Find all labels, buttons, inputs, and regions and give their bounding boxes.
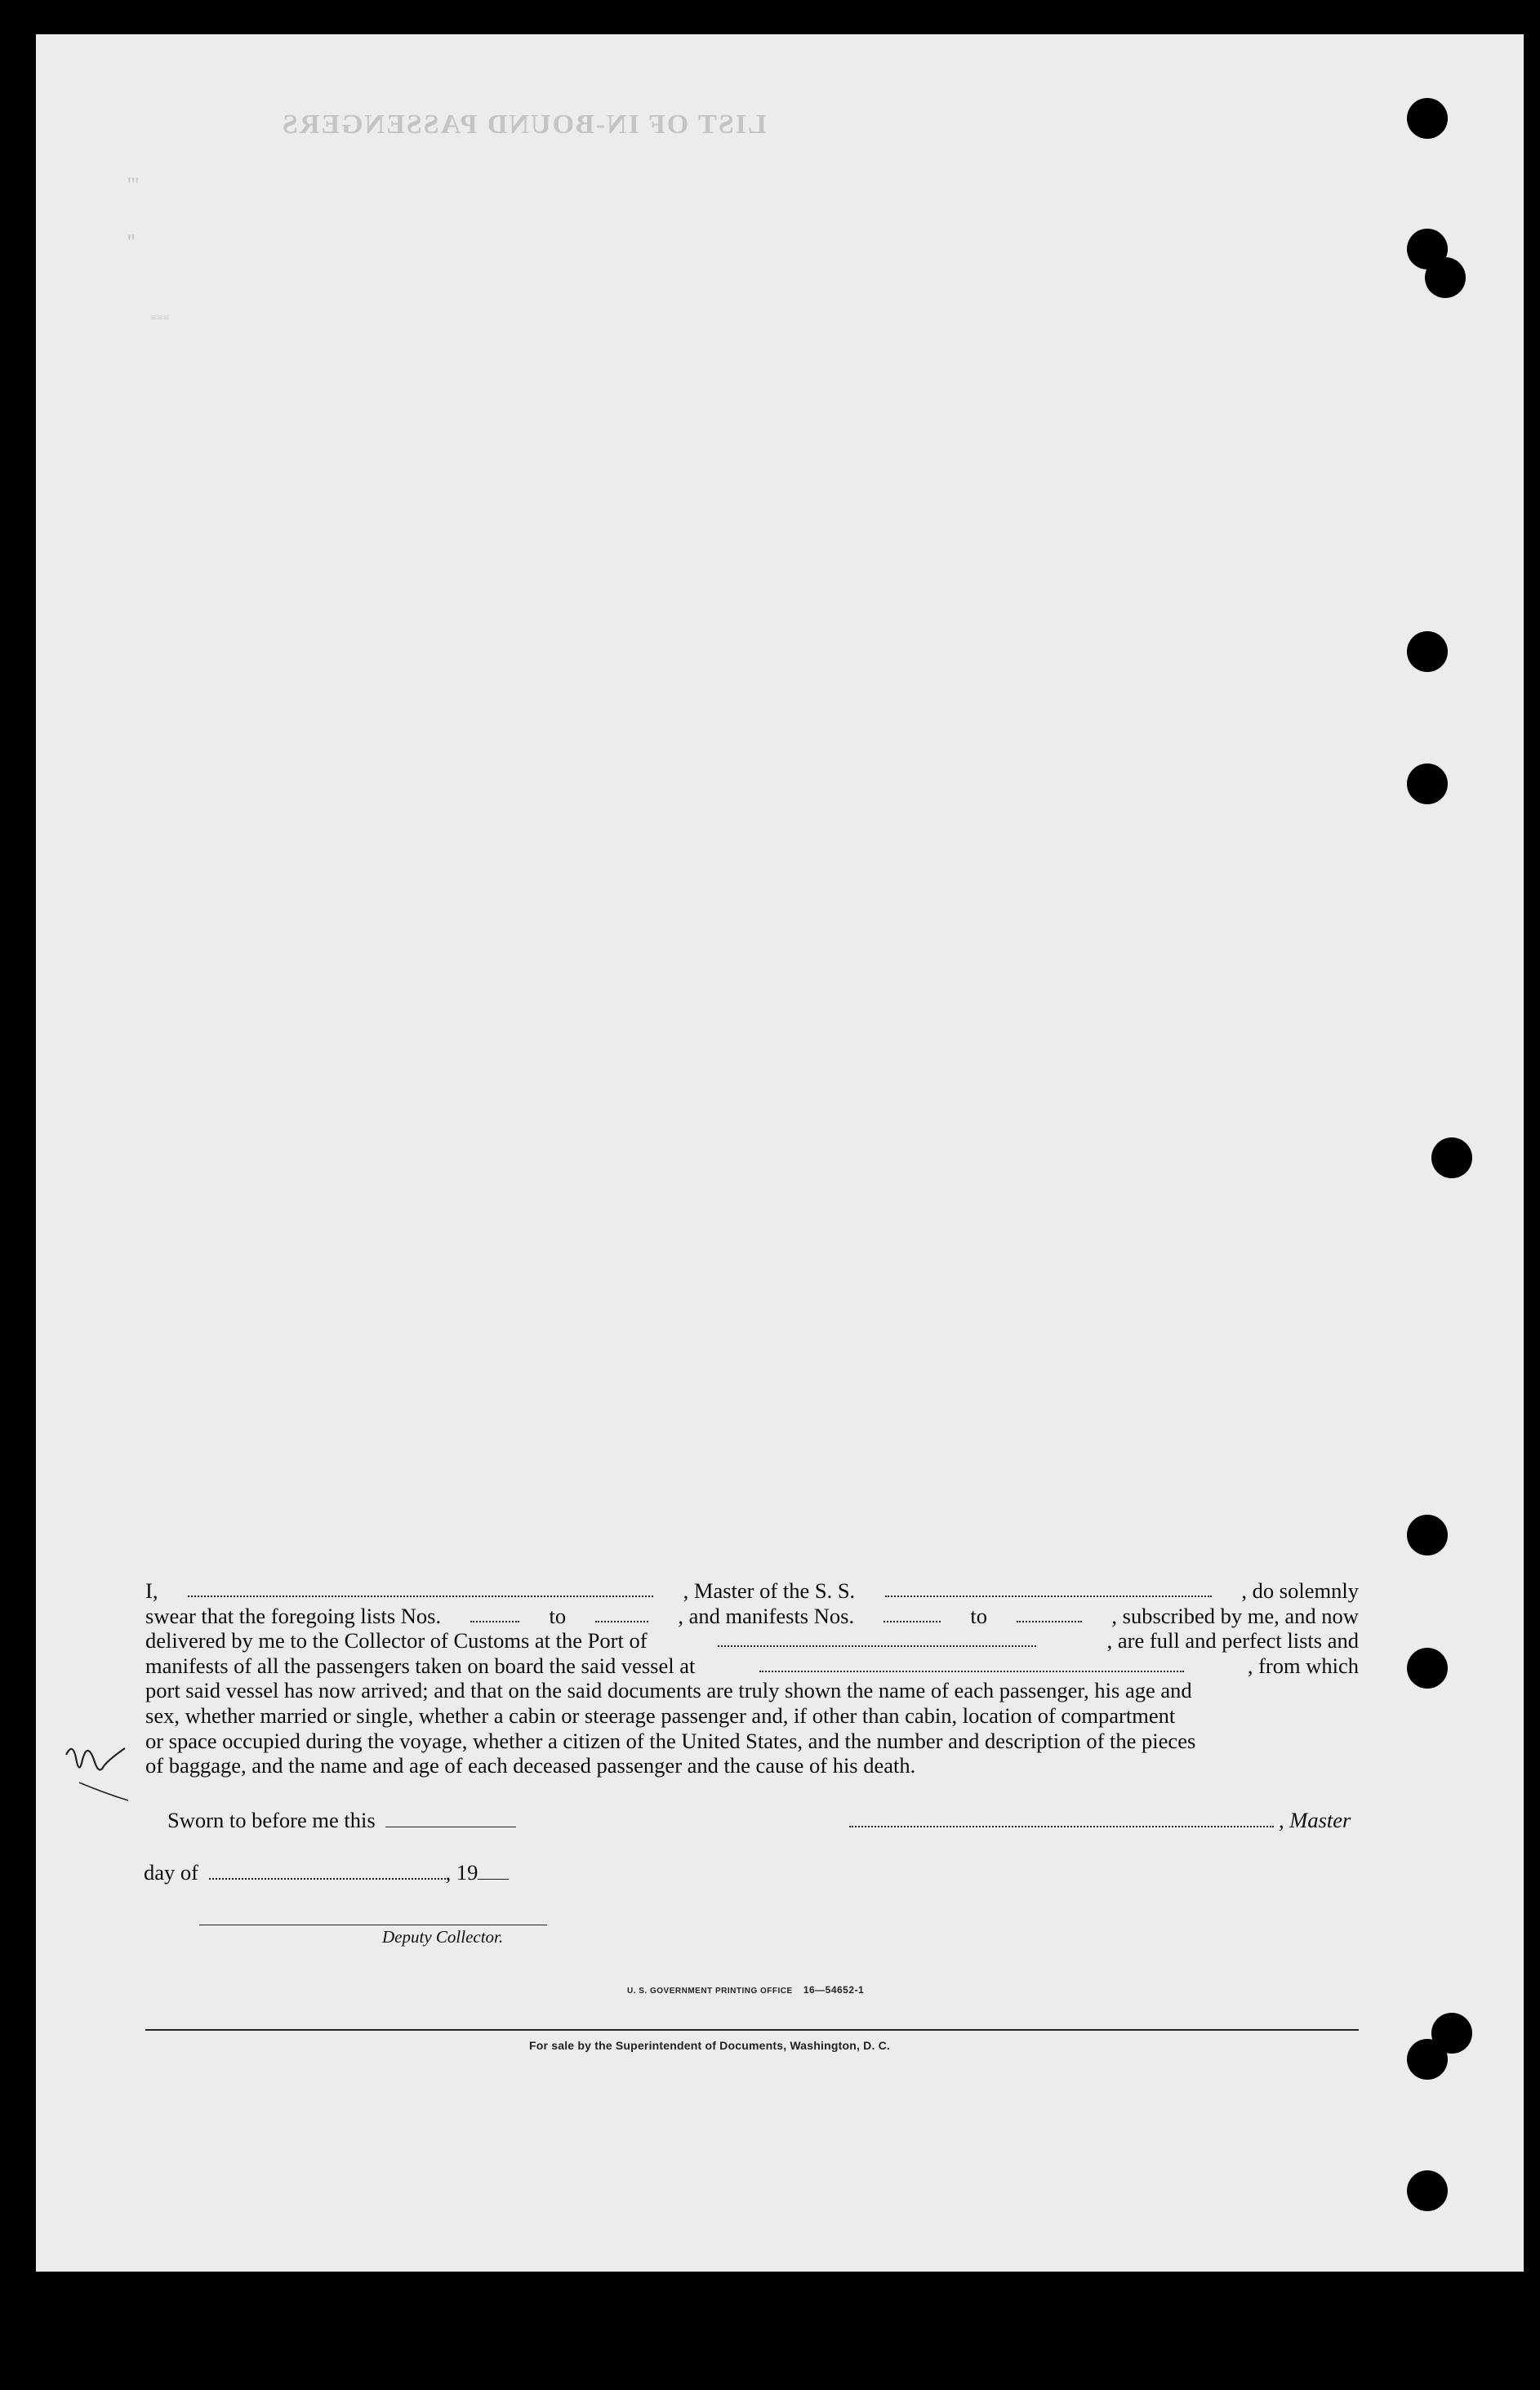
punch-hole	[1431, 1137, 1472, 1178]
manifest-to-blank	[1017, 1604, 1082, 1622]
oath-line: sex, whether married or single, whether a cabin or steerage passenger and, if other than cabin, location of compartment	[145, 1702, 1176, 1728]
master-signature-blank	[849, 1809, 1274, 1827]
bleed-through-title: LIST OF IN-BOUND PASSENGERS	[281, 109, 767, 140]
bleed-through-mark: '''	[127, 173, 140, 197]
departure-port-blank	[759, 1653, 1184, 1672]
printing-office-imprint: U. S. GOVERNMENT PRINTING OFFICE 16—54652-1	[627, 1984, 865, 1996]
master-signature-line: , Master	[849, 1808, 1351, 1833]
oath-line: delivered by me to the Collector of Customs at the Port of , are full and perfect lists and	[145, 1628, 1359, 1653]
punch-hole	[1425, 257, 1466, 298]
deputy-collector-label: Deputy Collector.	[382, 1927, 504, 1947]
bleed-through-mark: ''	[127, 230, 136, 254]
oath-line: swear that the foregoing lists Nos. to , and manifests Nos. to , subscribed by me, and now	[145, 1603, 1359, 1628]
footer-rule	[145, 2029, 1359, 2031]
year-blank	[478, 1862, 509, 1880]
sworn-date-blank	[385, 1809, 516, 1827]
oath-line: port said vessel has now arrived; and that on the said documents are truly shown the name of each passenger, his age and	[145, 1678, 1192, 1703]
punch-hole	[1407, 1515, 1448, 1556]
bleed-through-mark: ≡≡≡	[150, 312, 170, 324]
punch-hole	[1407, 2170, 1448, 2211]
punch-hole	[1407, 631, 1448, 672]
port-blank	[718, 1628, 1036, 1647]
oath-line: of baggage, and the name and age of each deceased passenger and the cause of his death.	[145, 1753, 916, 1778]
sworn-line: Sworn to before me this	[167, 1808, 521, 1833]
vessel-name-blank	[885, 1578, 1212, 1597]
handwritten-mark	[61, 1735, 135, 1805]
master-oath	[145, 1578, 1359, 1778]
list-from-blank	[470, 1604, 519, 1622]
punch-hole	[1407, 2039, 1448, 2080]
sale-notice: For sale by the Superintendent of Documents, Washington, D. C.	[529, 2039, 891, 2052]
oath-line: I, , Master of the S. S. , do solemnly	[145, 1578, 1359, 1603]
oath-line: or space occupied during the voyage, whether a citizen of the United States, and the number and description of the pieces	[145, 1728, 1196, 1753]
oath-line: manifests of all the passengers taken on board the said vessel at , from which	[145, 1653, 1359, 1678]
document-page	[36, 34, 1524, 2272]
punch-hole	[1407, 1648, 1448, 1689]
month-blank	[209, 1861, 446, 1880]
day-of-line: day of , 19	[144, 1860, 514, 1885]
list-to-blank	[595, 1604, 648, 1622]
punch-hole	[1407, 98, 1448, 139]
punch-hole	[1407, 763, 1448, 804]
master-name-blank	[188, 1578, 653, 1597]
manifest-from-blank	[883, 1604, 941, 1622]
